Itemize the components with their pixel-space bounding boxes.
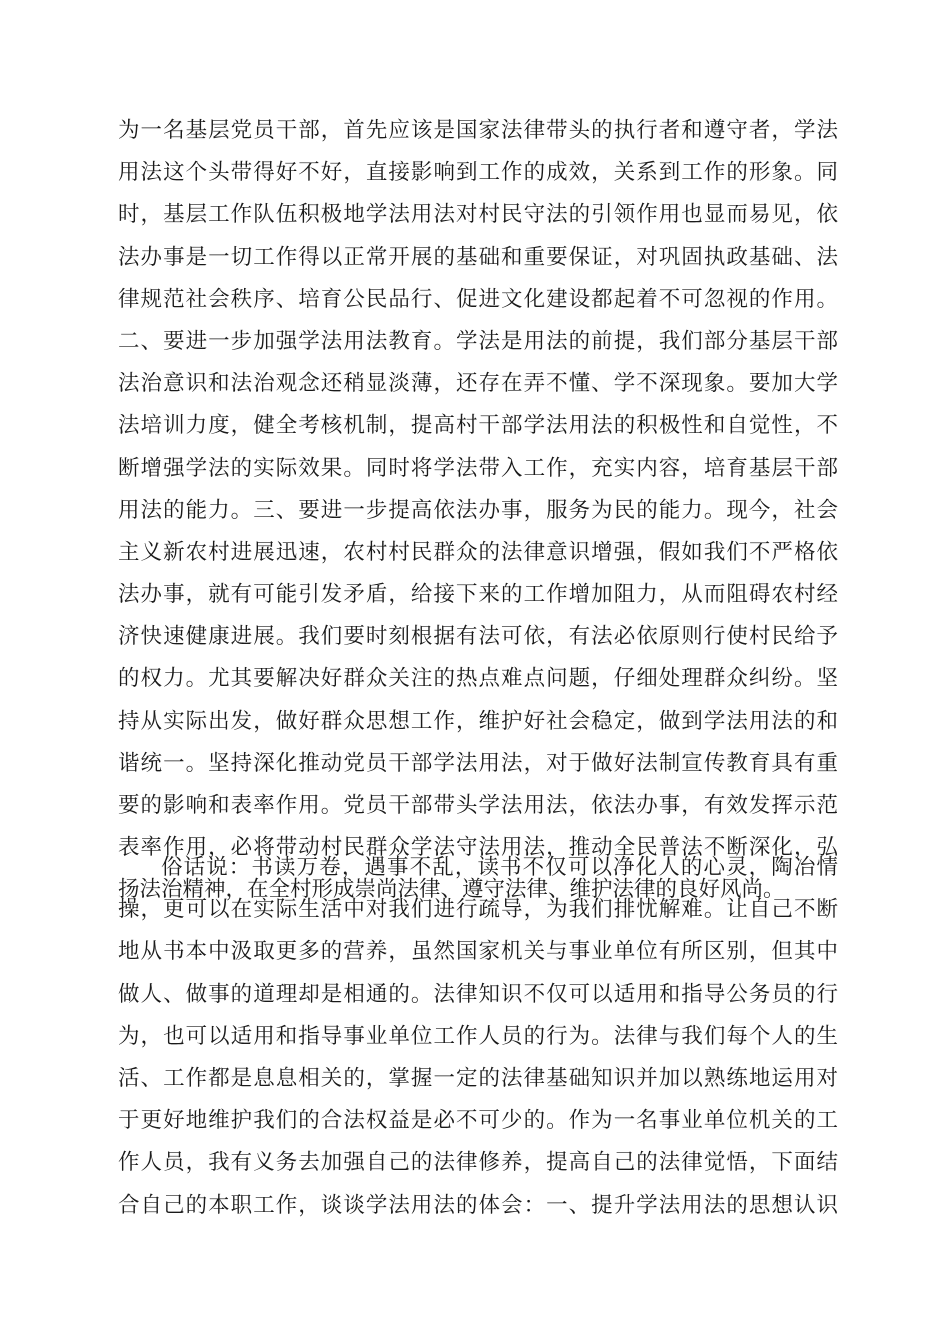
paragraph-1-line: 用法这个头带得好不好，直接影响到工作的成效，关系到工作的形象。同 (118, 160, 838, 186)
paragraph-1-line: 的权力。尤其要解决好群众关注的热点难点问题，仔细处理群众纠纷。坚 (118, 666, 838, 692)
paragraph-1-line: 持从实际出发，做好群众思想工作，维护好社会稳定，做到学法用法的和 (118, 708, 838, 734)
paragraph-1-line: 扬法治精神，在全村形成崇尚法律、遵守法律、维护法律的良好风尚。 (118, 877, 785, 903)
paragraph-1-line: 济快速健康进展。我们要时刻根据有法可依，有法必依原则行使村民给予 (118, 624, 838, 650)
paragraph-2-line: 为，也可以适用和指导事业单位工作人员的行为。法律与我们每个人的生 (118, 1023, 838, 1049)
paragraph-1-line: 表率作用，必将带动村民群众学法守法用法，推动全民普法不断深化，弘 (118, 835, 838, 861)
paragraph-2-line: 地从书本中汲取更多的营养，虽然国家机关与事业单位有所区别，但其中 (118, 939, 838, 965)
paragraph-1-line: 法治意识和法治观念还稍显淡薄，还存在弄不懂、学不深现象。要加大学 (118, 371, 838, 397)
paragraph-1-line: 为一名基层党员干部，首先应该是国家法律带头的执行者和遵守者，学法 (118, 118, 838, 143)
paragraph-2 (118, 847, 838, 1227)
paragraph-1-line: 谐统一。坚持深化推动党员干部学法用法，对于做好法制宣传教育具有重 (118, 750, 838, 776)
paragraph-1-line: 时，基层工作队伍积极地学法用法对村民守法的引领作用也显而易见，依 (118, 202, 838, 228)
paragraph-1-line: 主义新农村进展迅速，农村村民群众的法律意识增强，假如我们不严格依 (118, 539, 838, 565)
paragraph-2-line: 操，更可以在实际生活中对我们进行疏导，为我们排忧解难。让自己不断 (118, 897, 838, 923)
paragraph-1-line: 断增强学法的实际效果。同时将学法带入工作，充实内容，培育基层干部 (118, 455, 838, 481)
paragraph-1-line: 二、要进一步加强学法用法教育。学法是用法的前提，我们部分基层干部 (118, 328, 838, 354)
paragraph-1-line: 法办事是一切工作得以正常开展的基础和重要保证，对巩固执政基础、法 (118, 244, 838, 270)
paragraph-2-line: 合自己的本职工作，谈谈学法用法的体会：一、提升学法用法的思想认识 (118, 1192, 838, 1218)
paragraph-1-line: 法办事，就有可能引发矛盾，给接下来的工作增加阻力，从而阻碍农村经 (118, 582, 838, 608)
paragraph-1-line: 法培训力度，健全考核机制，提高村干部学法用法的积极性和自觉性，不 (118, 413, 838, 439)
paragraph-1-line: 律规范社会秩序、培育公民品行、促进文化建设都起着不可忽视的作用。 (118, 286, 838, 312)
paragraph-2-line: 活、工作都是息息相关的，掌握一定的法律基础知识并加以熟练地运用对 (118, 1065, 838, 1091)
paragraph-1-line: 用法的能力。三、要进一步提高依法办事，服务为民的能力。现今，社会 (118, 497, 838, 523)
paragraph-2-line: 于更好地维护我们的合法权益是必不可少的。作为一名事业单位机关的工 (118, 1108, 838, 1134)
paragraph-1 (118, 110, 838, 912)
paragraph-2-line: 作人员，我有义务去加强自己的法律修养，提高自己的法律觉悟，下面结 (118, 1150, 838, 1176)
paragraph-1-line: 要的影响和表率作用。党员干部带头学法用法，依法办事，有效发挥示范 (118, 793, 838, 818)
paragraph-2-line: 俗话说：书读万卷，遇事不乱，读书不仅可以净化人的心灵，陶冶情 (161, 855, 838, 880)
paragraph-2-line: 做人、做事的道理却是相通的。法律知识不仅可以适用和指导公务员的行 (118, 981, 838, 1007)
